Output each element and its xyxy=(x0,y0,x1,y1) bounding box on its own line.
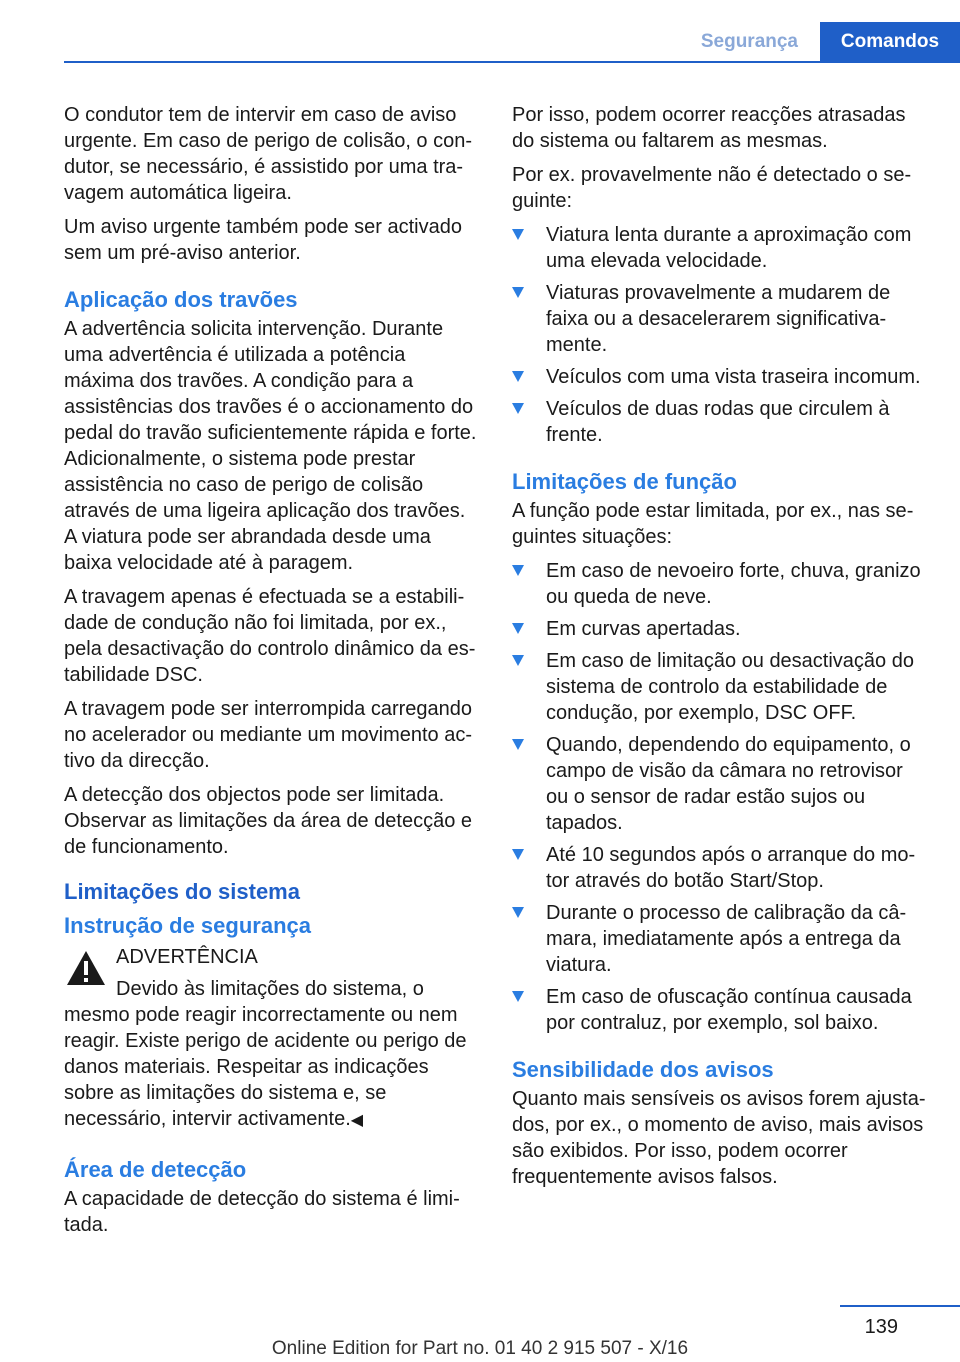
paragraph: A travagem apenas é efectuada se a estabilidade de condução não foi limitada, por ex., pela desactivação do controlo dinâmico da estabilidade DSC. xyxy=(64,586,476,686)
warning-block xyxy=(64,944,480,1134)
right-column xyxy=(512,102,926,1198)
warning-text xyxy=(64,1002,480,1134)
tab-seguranca[interactable]: Segurança xyxy=(700,31,798,52)
heading-aplicacao-travoes: Aplicação dos travões xyxy=(64,287,298,312)
header-tabs xyxy=(679,22,960,62)
bullet-list-detection xyxy=(512,222,926,448)
heading-sensibilidade-avisos: Sensibilidade dos avisos xyxy=(512,1057,774,1082)
list-item xyxy=(512,280,926,358)
list-item-text: Veículos com uma vista traseira incomum. xyxy=(546,366,921,388)
list-item xyxy=(512,396,926,448)
warning-line: Devido às limitações do sistema, o xyxy=(116,978,424,1000)
page-number: 139 xyxy=(864,1316,898,1338)
list-item xyxy=(512,616,926,642)
triangle-bullet-icon xyxy=(512,655,524,666)
tab-comandos[interactable]: Comandos xyxy=(820,22,960,62)
list-item-text: Viaturas provavelmente a mudarem de faixa ou a desacelerarem significativamente. xyxy=(546,282,891,356)
triangle-bullet-icon xyxy=(512,907,524,918)
triangle-bullet-icon xyxy=(512,565,524,576)
warning-title: ADVERTÊNCIA xyxy=(116,946,258,968)
list-item-text: Veículos de duas rodas que circulem à frente. xyxy=(546,398,890,446)
paragraph: Um aviso urgente também pode ser activado sem um pré-aviso anterior. xyxy=(64,216,462,264)
warning-body-text: mesmo pode reagir incorrectamente ou nem reagir. Existe perigo de acidente ou perigo de danos materiais. Respeitar as indicações sobre as limitações do sistema e, se necessário, intervir activamente. xyxy=(64,1004,467,1130)
list-item-text: Até 10 segundos após o arranque do motor através do botão Start/Stop. xyxy=(546,844,916,892)
list-item-text: Viatura lenta durante a aproximação com uma elevada velocidade. xyxy=(546,224,912,272)
paragraph: A função pode estar limitada, por ex., nas seguintes situações: xyxy=(512,500,914,548)
list-item-text: Em caso de nevoeiro forte, chuva, granizo ou queda de neve. xyxy=(546,560,921,608)
paragraph: O condutor tem de intervir em caso de aviso urgente. Em caso de perigo de colisão, o condutor, se necessário, é assistido por uma travagem automática ligeira. xyxy=(64,104,473,204)
end-mark-icon: ◀ xyxy=(350,1112,364,1129)
triangle-bullet-icon xyxy=(512,371,524,382)
bullet-list-function xyxy=(512,558,926,1036)
paragraph: A detecção dos objectos pode ser limitada. Observar as limitações da área de detecção e de funcionamento. xyxy=(64,784,472,858)
triangle-bullet-icon xyxy=(512,287,524,298)
paragraph: A travagem pode ser interrompida carregando no acelerador ou mediante um movimento activo da direcção. xyxy=(64,698,473,772)
paragraph: A advertência solicita intervenção. Durante uma advertência é utilizada a potência máxima dos travões. A condição para a assistências dos travões é o accionamento do pedal do travão suficientemente rápida e forte. Adicionalmente, o sistema pode prestar assistência no caso de perigo de colisão através de uma ligeira aplicação dos travões. A viatura pode ser abrandada desde uma baixa velocidade até à paragem. xyxy=(64,318,477,574)
paragraph: Por isso, podem ocorrer reacções atrasadas do sistema ou faltarem as mesmas. xyxy=(512,104,906,152)
list-item xyxy=(512,900,926,978)
list-item xyxy=(512,558,926,610)
list-item xyxy=(512,364,926,390)
triangle-bullet-icon xyxy=(512,623,524,634)
triangle-bullet-icon xyxy=(512,739,524,750)
list-item xyxy=(512,732,926,836)
heading-area-deteccao: Área de detecção xyxy=(64,1157,247,1182)
list-item xyxy=(512,842,926,894)
warning-triangle-icon xyxy=(66,950,106,986)
list-item-text: Quando, dependendo do equipamento, o campo de visão da câmara no retrovisor ou o sensor de radar estão sujos ou tapados. xyxy=(546,734,911,834)
heading-instrucao-seguranca: Instrução de segurança xyxy=(64,913,311,938)
heading-limitacoes-funcao: Limitações de função xyxy=(512,469,737,494)
triangle-bullet-icon xyxy=(512,849,524,860)
list-item xyxy=(512,648,926,726)
list-item xyxy=(512,984,926,1036)
triangle-bullet-icon xyxy=(512,229,524,240)
edition-footer: Online Edition for Part no. 01 40 2 915 507 - X/16 xyxy=(271,1338,689,1359)
list-item xyxy=(512,222,926,274)
list-item-text: Em caso de limitação ou desactivação do sistema de controlo da estabilidade de condução, por exemplo, DSC OFF. xyxy=(546,650,914,724)
header-divider xyxy=(64,61,960,63)
list-item-text: Em caso de ofuscação contínua causada por contraluz, por exemplo, sol baixo. xyxy=(546,986,912,1034)
left-column xyxy=(64,102,480,1246)
footer-divider xyxy=(840,1305,960,1307)
heading-limitacoes-sistema: Limitações do sistema xyxy=(64,879,300,904)
paragraph: Por ex. provavelmente não é detectado o seguinte: xyxy=(512,164,912,212)
list-item-text: Durante o processo de calibração da câmara, imediatamente após a entrega da viatura. xyxy=(546,902,907,976)
triangle-bullet-icon xyxy=(512,403,524,414)
list-item-text: Em curvas apertadas. xyxy=(546,618,741,640)
paragraph: A capacidade de detecção do sistema é limitada. xyxy=(64,1188,460,1236)
triangle-bullet-icon xyxy=(512,991,524,1002)
paragraph: Quanto mais sensíveis os avisos forem ajustados, por ex., o momento de aviso, mais avisos são exibidos. Por isso, podem ocorrer frequentemente avisos falsos. xyxy=(512,1088,926,1188)
